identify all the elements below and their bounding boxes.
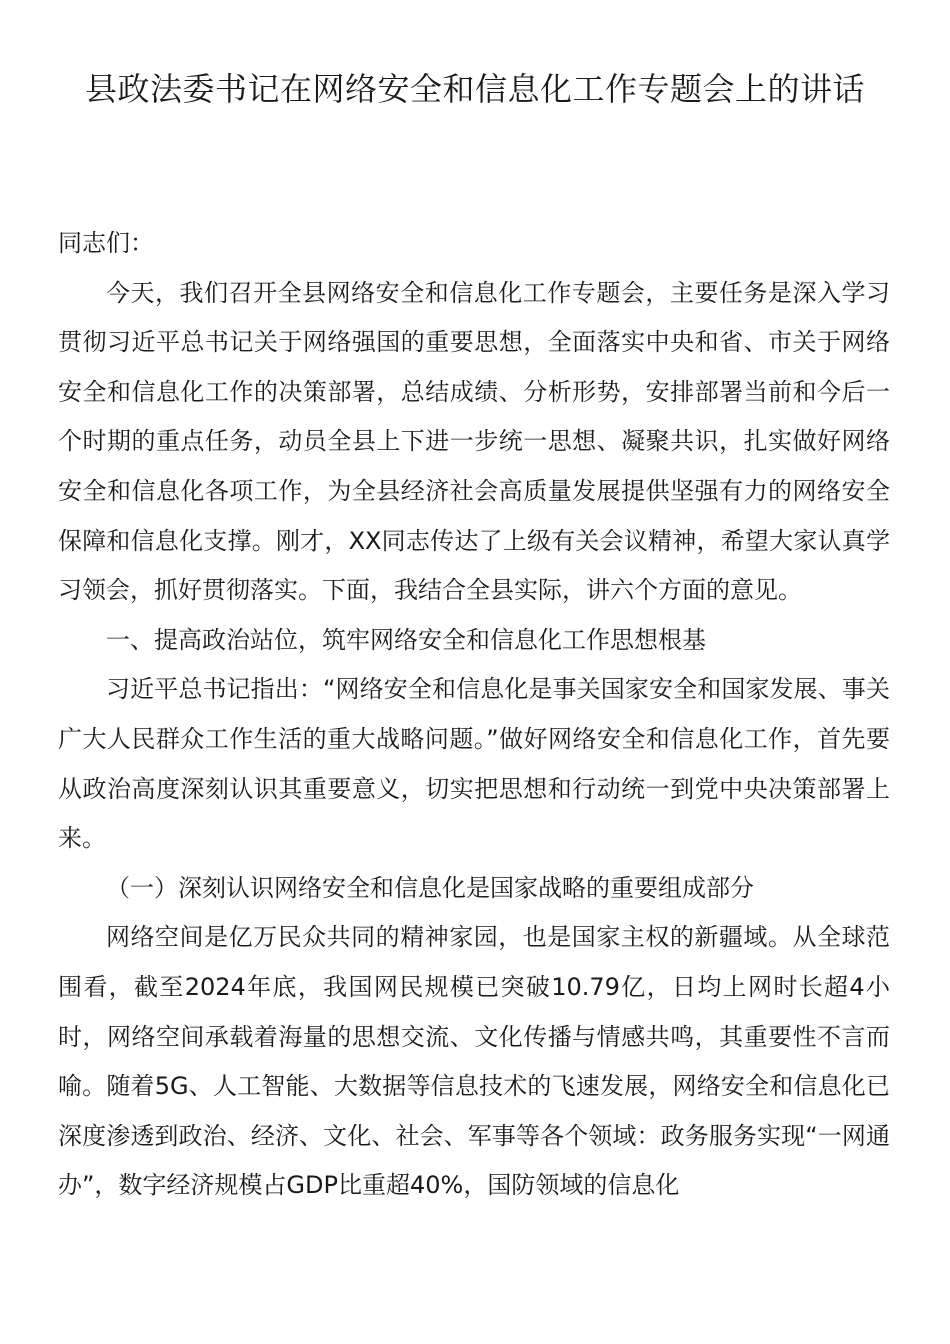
section-heading-1: 一、提高政治站位，筑牢网络安全和信息化工作思想根基 — [106, 625, 706, 654]
salutation: 同志们： — [58, 229, 154, 257]
paragraph-sub-1-1: 网络空间是亿万民众共同的精神家园，也是国家主权的新疆域。从全球范围看，截至2024年底，我国网民规模已突破10.79亿，日均上网时长超4小时，网络空间承载着海量的思想交流、文化传播与情感共鸣，其重要性不言而喻。随着5G、人工智能、大数据等信息技术的飞速发展，网络安全和信息化已深度渗透到政治、经济、文化、社会、军事等各个领域：政务服务实现“一网通办”，数字经济规模占GDP比重超40%，国防领域的信息化 — [58, 923, 890, 1200]
sub-heading-1-1: （一）深刻认识网络安全和信息化是国家战略的重要组成部分 — [106, 873, 754, 902]
paragraph-section-1: 习近平总书记指出：“网络安全和信息化是事关国家安全和国家发展、事关广大人民群众工作生活的重大战略问题。”做好网络安全和信息化工作，首先要从政治高度深刻认识其重要意义，切实把思想和行动统一到党中央决策部署上来。 — [58, 675, 890, 853]
paragraph-intro: 今天，我们召开全县网络安全和信息化工作专题会，主要任务是深入学习贯彻习近平总书记关于网络强国的重要思想，全面落实中央和省、市关于网络安全和信息化工作的决策部署，总结成绩、分析形势，安排部署当前和今后一个时期的重点任务，动员全县上下进一步统一思想、凝聚共识，扎实做好网络安全和信息化各项工作，为全县经济社会高质量发展提供坚强有力的网络安全保障和信息化支撑。刚才，XX同志传达了上级有关会议精神，希望大家认真学习领会，抓好贯彻落实。下面，我结合全县实际，讲六个方面的意见。 — [58, 278, 890, 605]
document-title: 县政法委书记在网络安全和信息化工作专题会上的讲话 — [84, 70, 865, 108]
document-body — [58, 219, 890, 1211]
